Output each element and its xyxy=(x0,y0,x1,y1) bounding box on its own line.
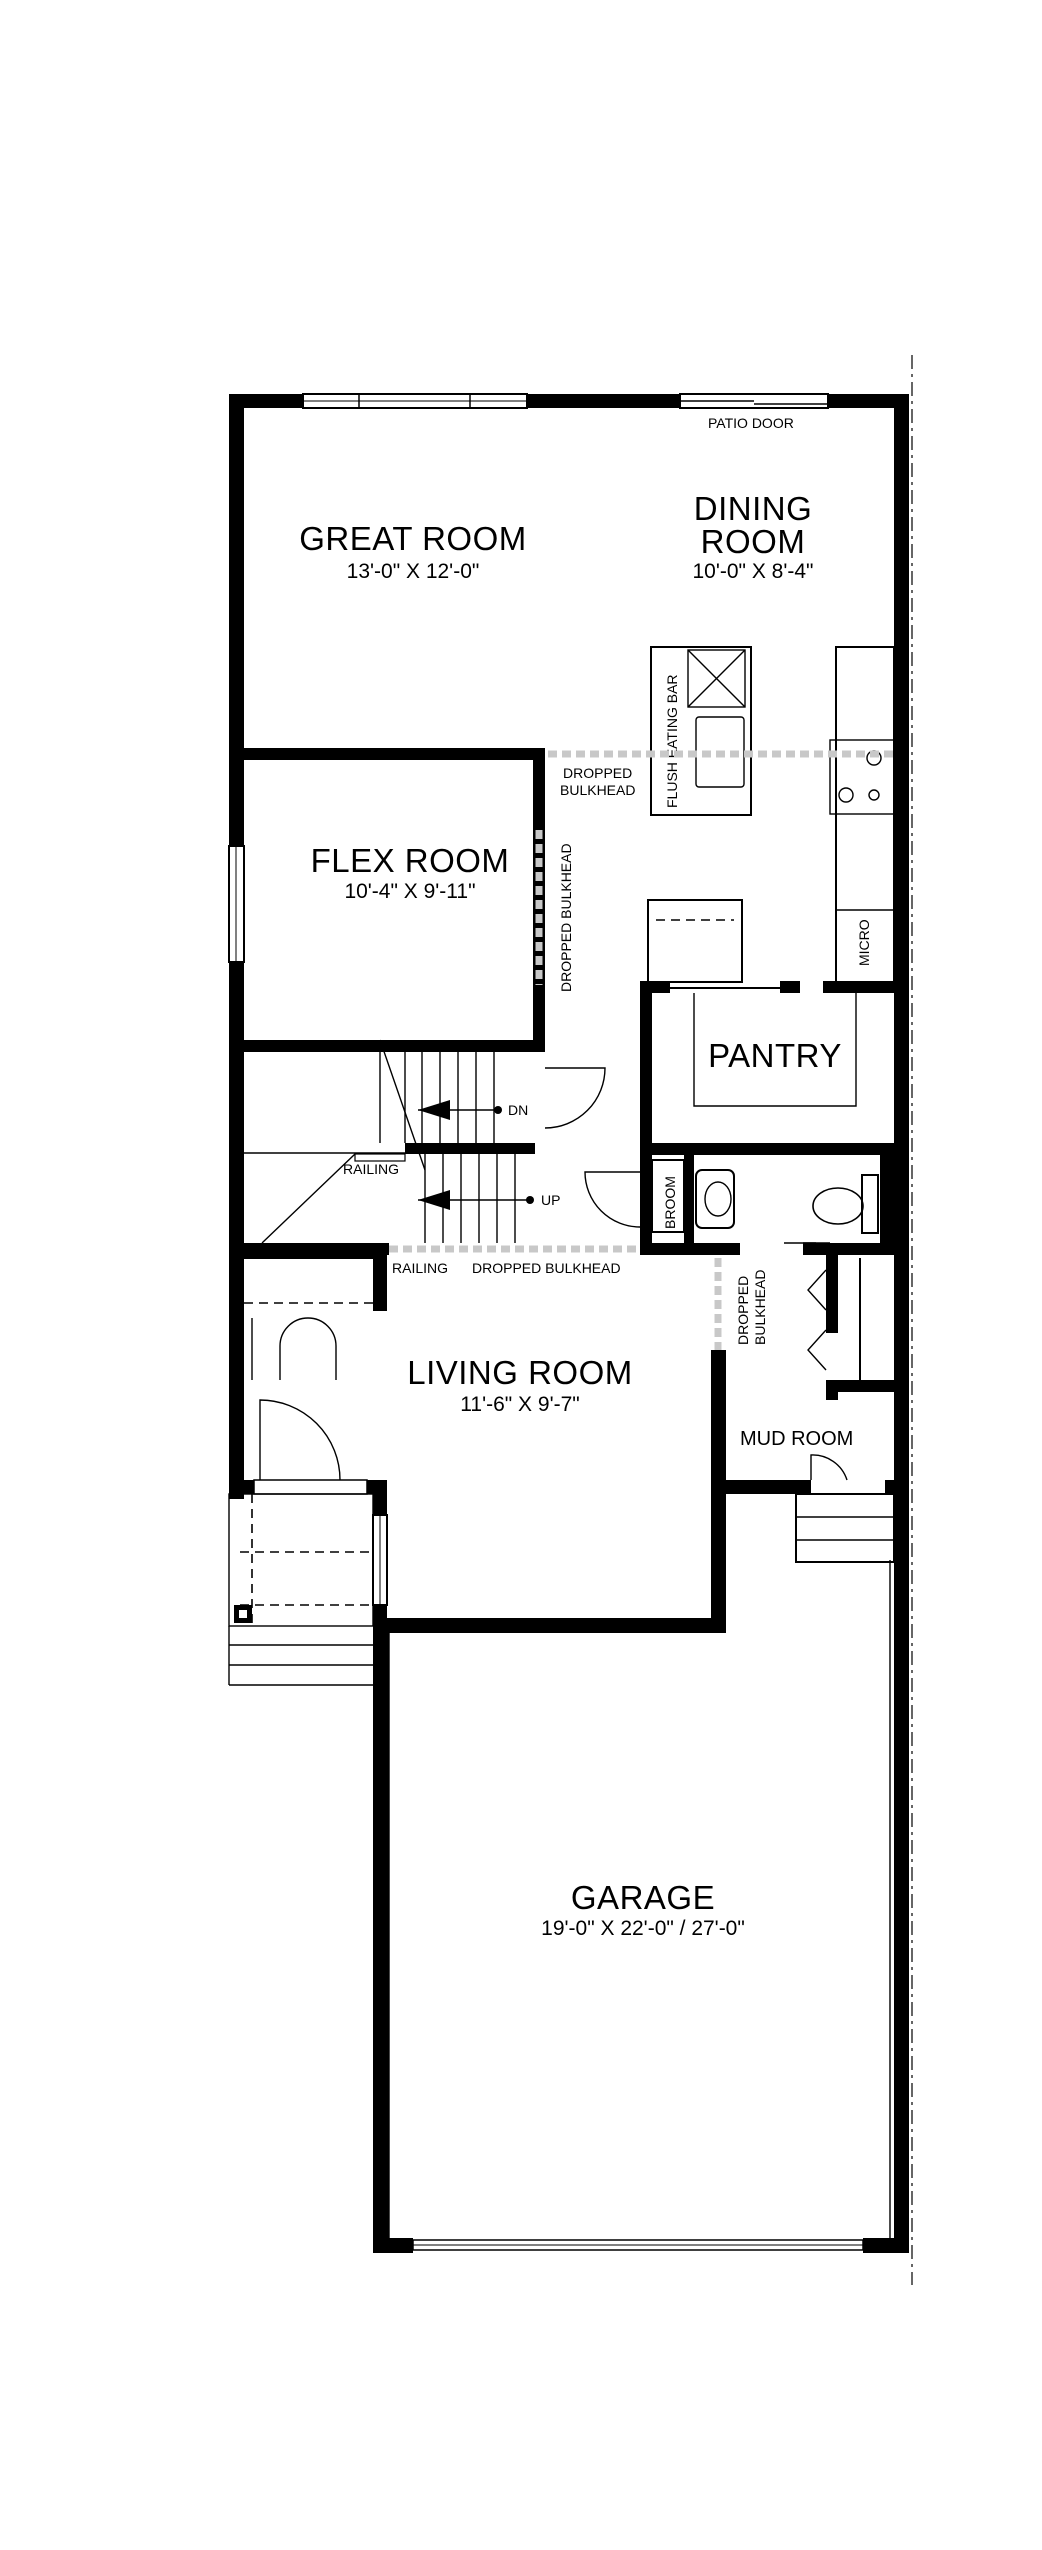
railing-lower-label: RAILING xyxy=(392,1260,449,1276)
living-room-name: LIVING ROOM xyxy=(407,1354,633,1391)
garage-door[interactable] xyxy=(413,2240,863,2250)
flex-bulkhead-label: DROPPED BULKHEAD xyxy=(558,843,574,992)
mud-room-name: MUD ROOM xyxy=(740,1428,854,1450)
kitchen-bulkhead-label-1: DROPPED xyxy=(563,765,633,781)
mud-room-steps xyxy=(796,1455,894,1562)
kitchen-bulkhead-label-2: BULKHEAD xyxy=(560,782,636,798)
railing-upper-label: RAILING xyxy=(343,1161,400,1177)
stairs xyxy=(244,1040,534,1243)
front-closet[interactable] xyxy=(244,1303,373,1380)
stairs-up-label: UP xyxy=(541,1192,561,1208)
refrigerator xyxy=(648,900,742,982)
flush-eating-bar-label: FLUSH EATING BAR xyxy=(664,674,680,808)
stairs-dn-label: DN xyxy=(508,1102,529,1118)
hall-bulkhead-label: DROPPED BULKHEAD xyxy=(472,1260,621,1276)
living-room-dims: 11'-6" X 9'-7" xyxy=(460,1393,580,1416)
dining-room-name-1: DINING xyxy=(693,490,813,527)
flex-room-name: FLEX ROOM xyxy=(310,842,510,879)
garage-dims: 19'-0" X 22'-0" / 27'-0" xyxy=(541,1917,745,1940)
patio-door-label: PATIO DOOR xyxy=(708,415,794,431)
pantry-name: PANTRY xyxy=(708,1037,842,1074)
front-entry-door[interactable] xyxy=(254,1400,367,1494)
flex-room-dims: 10'-4" X 9'-11" xyxy=(344,880,476,903)
great-room-name: GREAT ROOM xyxy=(299,520,527,557)
mud-bulkhead-label-1: DROPPED xyxy=(735,1275,751,1345)
dining-room-name-2: ROOM xyxy=(700,523,806,560)
broom-label: BROOM xyxy=(662,1176,678,1229)
micro-label: MICRO xyxy=(856,919,872,966)
great-room-dims: 13'-0" X 12'-0" xyxy=(346,560,480,583)
exterior-walls xyxy=(229,394,909,2253)
garage-name: GARAGE xyxy=(570,1879,716,1916)
mud-bulkhead-label-2: BULKHEAD xyxy=(752,1269,768,1345)
dining-room-dims: 10'-0" X 8'-4" xyxy=(692,560,814,583)
front-porch xyxy=(229,1494,373,1685)
patio-door[interactable] xyxy=(680,394,828,408)
powder-room xyxy=(696,1170,878,1243)
